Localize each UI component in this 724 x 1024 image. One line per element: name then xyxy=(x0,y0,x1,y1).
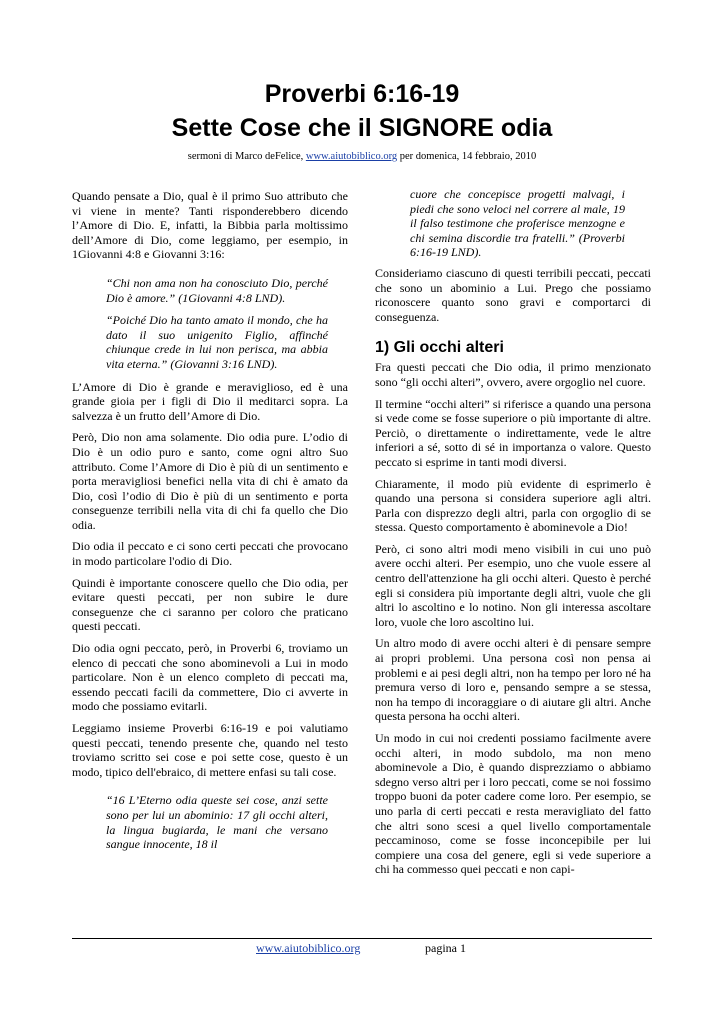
section-heading: 1) Gli occhi alteri xyxy=(375,339,504,357)
subtitle xyxy=(40,150,684,164)
left-column xyxy=(72,189,348,860)
title-line-2: Sette Cose che il SIGNORE odia xyxy=(171,114,553,142)
paragraph: Quando pensate a Dio, qual è il primo Suo attributo che vi viene in mente? Tanti risponderebbero dicendo l’Amore di Dio. E, infatti, la Bibbia parla moltissimo dell’Amore di Dio, come leggiamo, per esempio, in 1Giovanni 4:8 e Giovanni 3:16: xyxy=(72,189,348,262)
paragraph: Consideriamo ciascuno di questi terribili peccati, peccati che sono un abominio a Lui. Prego che possiamo riconoscere quanto sono gravi e comportarci di conseguenza. xyxy=(375,265,651,324)
paragraph: Però, Dio non ama solamente. Dio odia pure. L’odio di Dio è un odio puro e santo, come ogni altro Suo attributo. Come l’Amore di Dio è più di un sentimento e porta meravigliosi benefici nella vita di chi è amato da Dio, così l’odio di Dio è più di un sentimento e porta conseguenze terribili nella vita di chi fa quello che Dio odia. xyxy=(72,430,348,532)
bible-quote-continued: cuore che concepisce progetti malvagi, i piedi che sono veloci nel correre al male, 19 il falso testimone che proferisce menzogne e chi semina discordie tra fratelli.” (Proverbi 6:16-19 LND). xyxy=(410,187,625,260)
paragraph: Dio odia il peccato e ci sono certi peccati che provocano in modo particolare l'odio di Dio. xyxy=(72,539,348,569)
paragraph: Un altro modo di avere occhi alteri è di pensare sempre ai propri problemi. Una persona così non pensa ai problemi e ai pesi degli altri, non ha tempo per loro né ha premura verso di loro e, pensando sempre a se stessa, non ha tempo di incoraggiare o di aiutare gli altri. Anche questa persona ha occhi alteri. xyxy=(375,636,651,724)
paragraph: L’Amore di Dio è grande e meraviglioso, ed è una grande gioia per i figli di Dio il meditarci sopra. La salvezza è un frutto dell’Amore di Dio. xyxy=(72,379,348,423)
footer-divider xyxy=(72,938,652,939)
website-link[interactable]: www.aiutobiblico.org xyxy=(305,151,398,162)
paragraph: Un modo in cui noi credenti possiamo facilmente avere occhi alteri, in modo subdolo, ma non meno abominevole a Dio, è quando disprezziamo o abbiamo sdegno verso altri per i loro peccati, come se noi fossimo troppo buoni da poter cadere come loro. Per esempio, se uno parla di certi peccati e resta meravigliato del fatto che altri sono scesi a quel livello comportamentale peccaminoso, come se fosse inconcepibile per lui compiere una cosa del genere, egli si vede superiore a chi ha commesso quei peccati e non capi- xyxy=(375,731,651,877)
right-column xyxy=(375,187,651,884)
footer-website-link[interactable]: www.aiutobiblico.org xyxy=(256,941,361,955)
bible-quote: “16 L’Eterno odia queste sei cose, anzi sette sono per lui un abominio: 17 gli occhi alteri, la lingua bugiarda, le mani che versano sangue innocente, 18 il xyxy=(106,793,328,852)
paragraph: Però, ci sono altri modi meno visibili in cui uno può avere occhi alteri. Per esempio, uno che vuole essere al centro dell'attenzione ha gli occhi alteri. Questo è perché egli si considera più importante degli altri, vuole che gli altri lo ascoltino e lo notino. Non gli interessa ascoltare loro, vuole che loro ascoltino lui. xyxy=(375,541,651,629)
paragraph: Il termine “occhi alteri” si riferisce a quando una persona si vede come se fosse superiore o più importante di altre. Perciò, o direttamente o indirettamente, vede le altre inferiori a sé, sotto di sé in importanza o valore. Questo peccato si esprime in tanti modi diversi. xyxy=(375,396,651,469)
paragraph: Dio odia ogni peccato, però, in Proverbi 6, troviamo un elenco di peccati che sono abominevoli a Lui in modo particolare. Non è un elenco completo di peccati ma, essendo peccati facili da commettere, Dio ci avverte in modo che possiamo evitarli. xyxy=(72,641,348,714)
paragraph: Quindi è importante conoscere quello che Dio odia, per evitare questi peccati, per non subire le dure conseguenze che ci saranno per coloro che praticano questi peccati. xyxy=(72,575,348,634)
bible-quote: “Chi non ama non ha conosciuto Dio, perché Dio è amore.” (1Giovanni 4:8 LND). xyxy=(106,275,328,305)
paragraph: Chiaramente, il modo più evidente di esprimerlo è quando una persona si considera superiore agli altri. Parla con disprezzo degli altri, parla con orgoglio di se stessa. Questo comportamento è abominevole a Dio! xyxy=(375,476,651,535)
paragraph: Fra questi peccati che Dio odia, il primo menzionato sono “gli occhi alteri”, ovvero, avere orgoglio nel cuore. xyxy=(375,360,651,389)
subtitle-prefix: sermoni di Marco deFelice, xyxy=(187,151,306,162)
bible-quote: “Poiché Dio ha tanto amato il mondo, che ha dato il suo unigenito Figlio, affinché chiunque crede in lui non perisca, ma abbia vita eterna.” (Giovanni 3:16 LND). xyxy=(106,313,328,371)
page-number: pagina 1 xyxy=(425,941,466,955)
subtitle-suffix: per domenica, 14 febbraio, 2010 xyxy=(397,151,537,162)
title-line-1: Proverbi 6:16-19 xyxy=(264,80,460,108)
paragraph: Leggiamo insieme Proverbi 6:16-19 e poi valutiamo questi peccati, tenendo presente che, quando nel testo troviamo scritto sei cose e poi sette cose, questo è un modo, tipico dell'ebraico, di mettere enfasi su tali cose. xyxy=(72,721,348,779)
